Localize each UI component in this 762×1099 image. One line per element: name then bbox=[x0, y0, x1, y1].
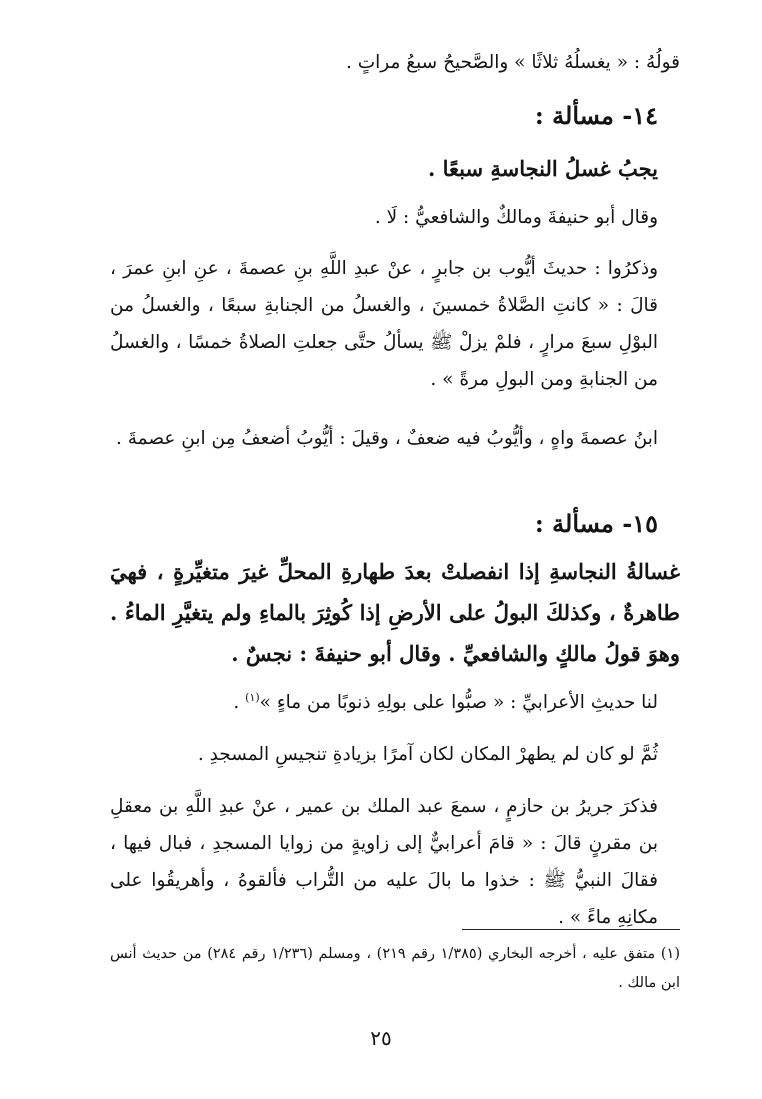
section-15-argument-line: ثُمَّ لو كان لم يطهرْ المكان لكان آمرًا بزيادةِ تنجيسِ المسجدِ . bbox=[197, 744, 658, 765]
intro-line: قولُهُ : « يغسلُهُ ثلاثًا » والصَّحيحُ سبعُ مراتٍ . bbox=[345, 52, 680, 73]
hadith-quote: لنا حديثِ الأعرابيِّ : « صبُّوا على بولِهِ ذنوبًا من ماءٍ » bbox=[259, 692, 658, 713]
section-14-rule: يجبُ غسلُ النجاسةِ سبعًا . bbox=[427, 156, 658, 181]
section-15-narration-paragraph: فذكرَ جريرُ بن حازمٍ ، سمعَ عبد الملك بن عمير ، عنْ عبدِ اللَّهِ بن معقلِ بن مقرنٍ قالَ : « قامَ أعرابيٌّ إلى زاويةٍ من زوايا المسجدِ ، فبال فيها ، فقالَ النبيُّ ﷺ : خذوا ما بالَ عليه من التُّراب فألقوهُ ، وأهريقُوا على مكانِهِ ماءً » . bbox=[110, 796, 658, 928]
hadith-end: . bbox=[233, 692, 246, 713]
section-14-heading: ١٤- مسألة : bbox=[534, 101, 658, 130]
section-14-critique-paragraph: ابنُ عصمةَ واهٍ ، وأيُّوبُ فيه ضعفٌ ، وقيلَ : أيُّوبُ أضعفُ مِن ابنِ عصمةَ . bbox=[115, 428, 658, 449]
book-page bbox=[110, 44, 680, 1064]
section-15-rule: غسالةُ النجاسةِ إذا انفصلتْ بعدَ طهارةِ المحلِّ غيرَ متغيِّرةٍ ، فهيَ طاهرةٌ ، وكذلكَ البولُ على الأرضِ إذا كُوثِرَ بالماءِ ولم يتغيَّرِ الماءُ . وهوَ قولُ مالكٍ والشافعيِّ . وقال أبو حنيفةَ : نجسٌ . bbox=[110, 559, 680, 666]
footnote-1: (١) متفق عليه ، أخرجه البخاري (١/٣٨٥ رقم ٢١٩) ، ومسلم (١/٢٣٦ رقم ٢٨٤) من حديث أنس ابن مالك . bbox=[110, 946, 680, 991]
section-15-heading: ١٥- مسألة : bbox=[534, 509, 658, 538]
page-number: ٢٥ bbox=[370, 1026, 392, 1050]
section-14-hadith-paragraph: وذكرُوا : حديثَ أيُّوب بن جابرٍ ، عنْ عبدِ اللَّهِ بنِ عصمةَ ، عنِ ابنِ عمرَ ، قالَ : « كانتِ الصَّلاةُ خمسينَ ، والغسلُ من الجنابةِ سبعًا ، والغسلُ من البوْلِ سبعَ مرارٍ ، فلمْ يزلْ ﷺ يسألُ حتَّى جعلتِ الصلاةُ خمسًا ، والغسلُ من الجنابةِ ومن البولِ مرةً » . bbox=[110, 258, 658, 390]
section-15-hadith-line bbox=[110, 684, 658, 721]
footnote-marker: (١) bbox=[245, 690, 260, 704]
section-14-opinion: وقال أبو حنيفةَ ومالكٌ والشافعيُّ : لَا . bbox=[374, 207, 658, 228]
footnote-divider bbox=[462, 929, 680, 930]
